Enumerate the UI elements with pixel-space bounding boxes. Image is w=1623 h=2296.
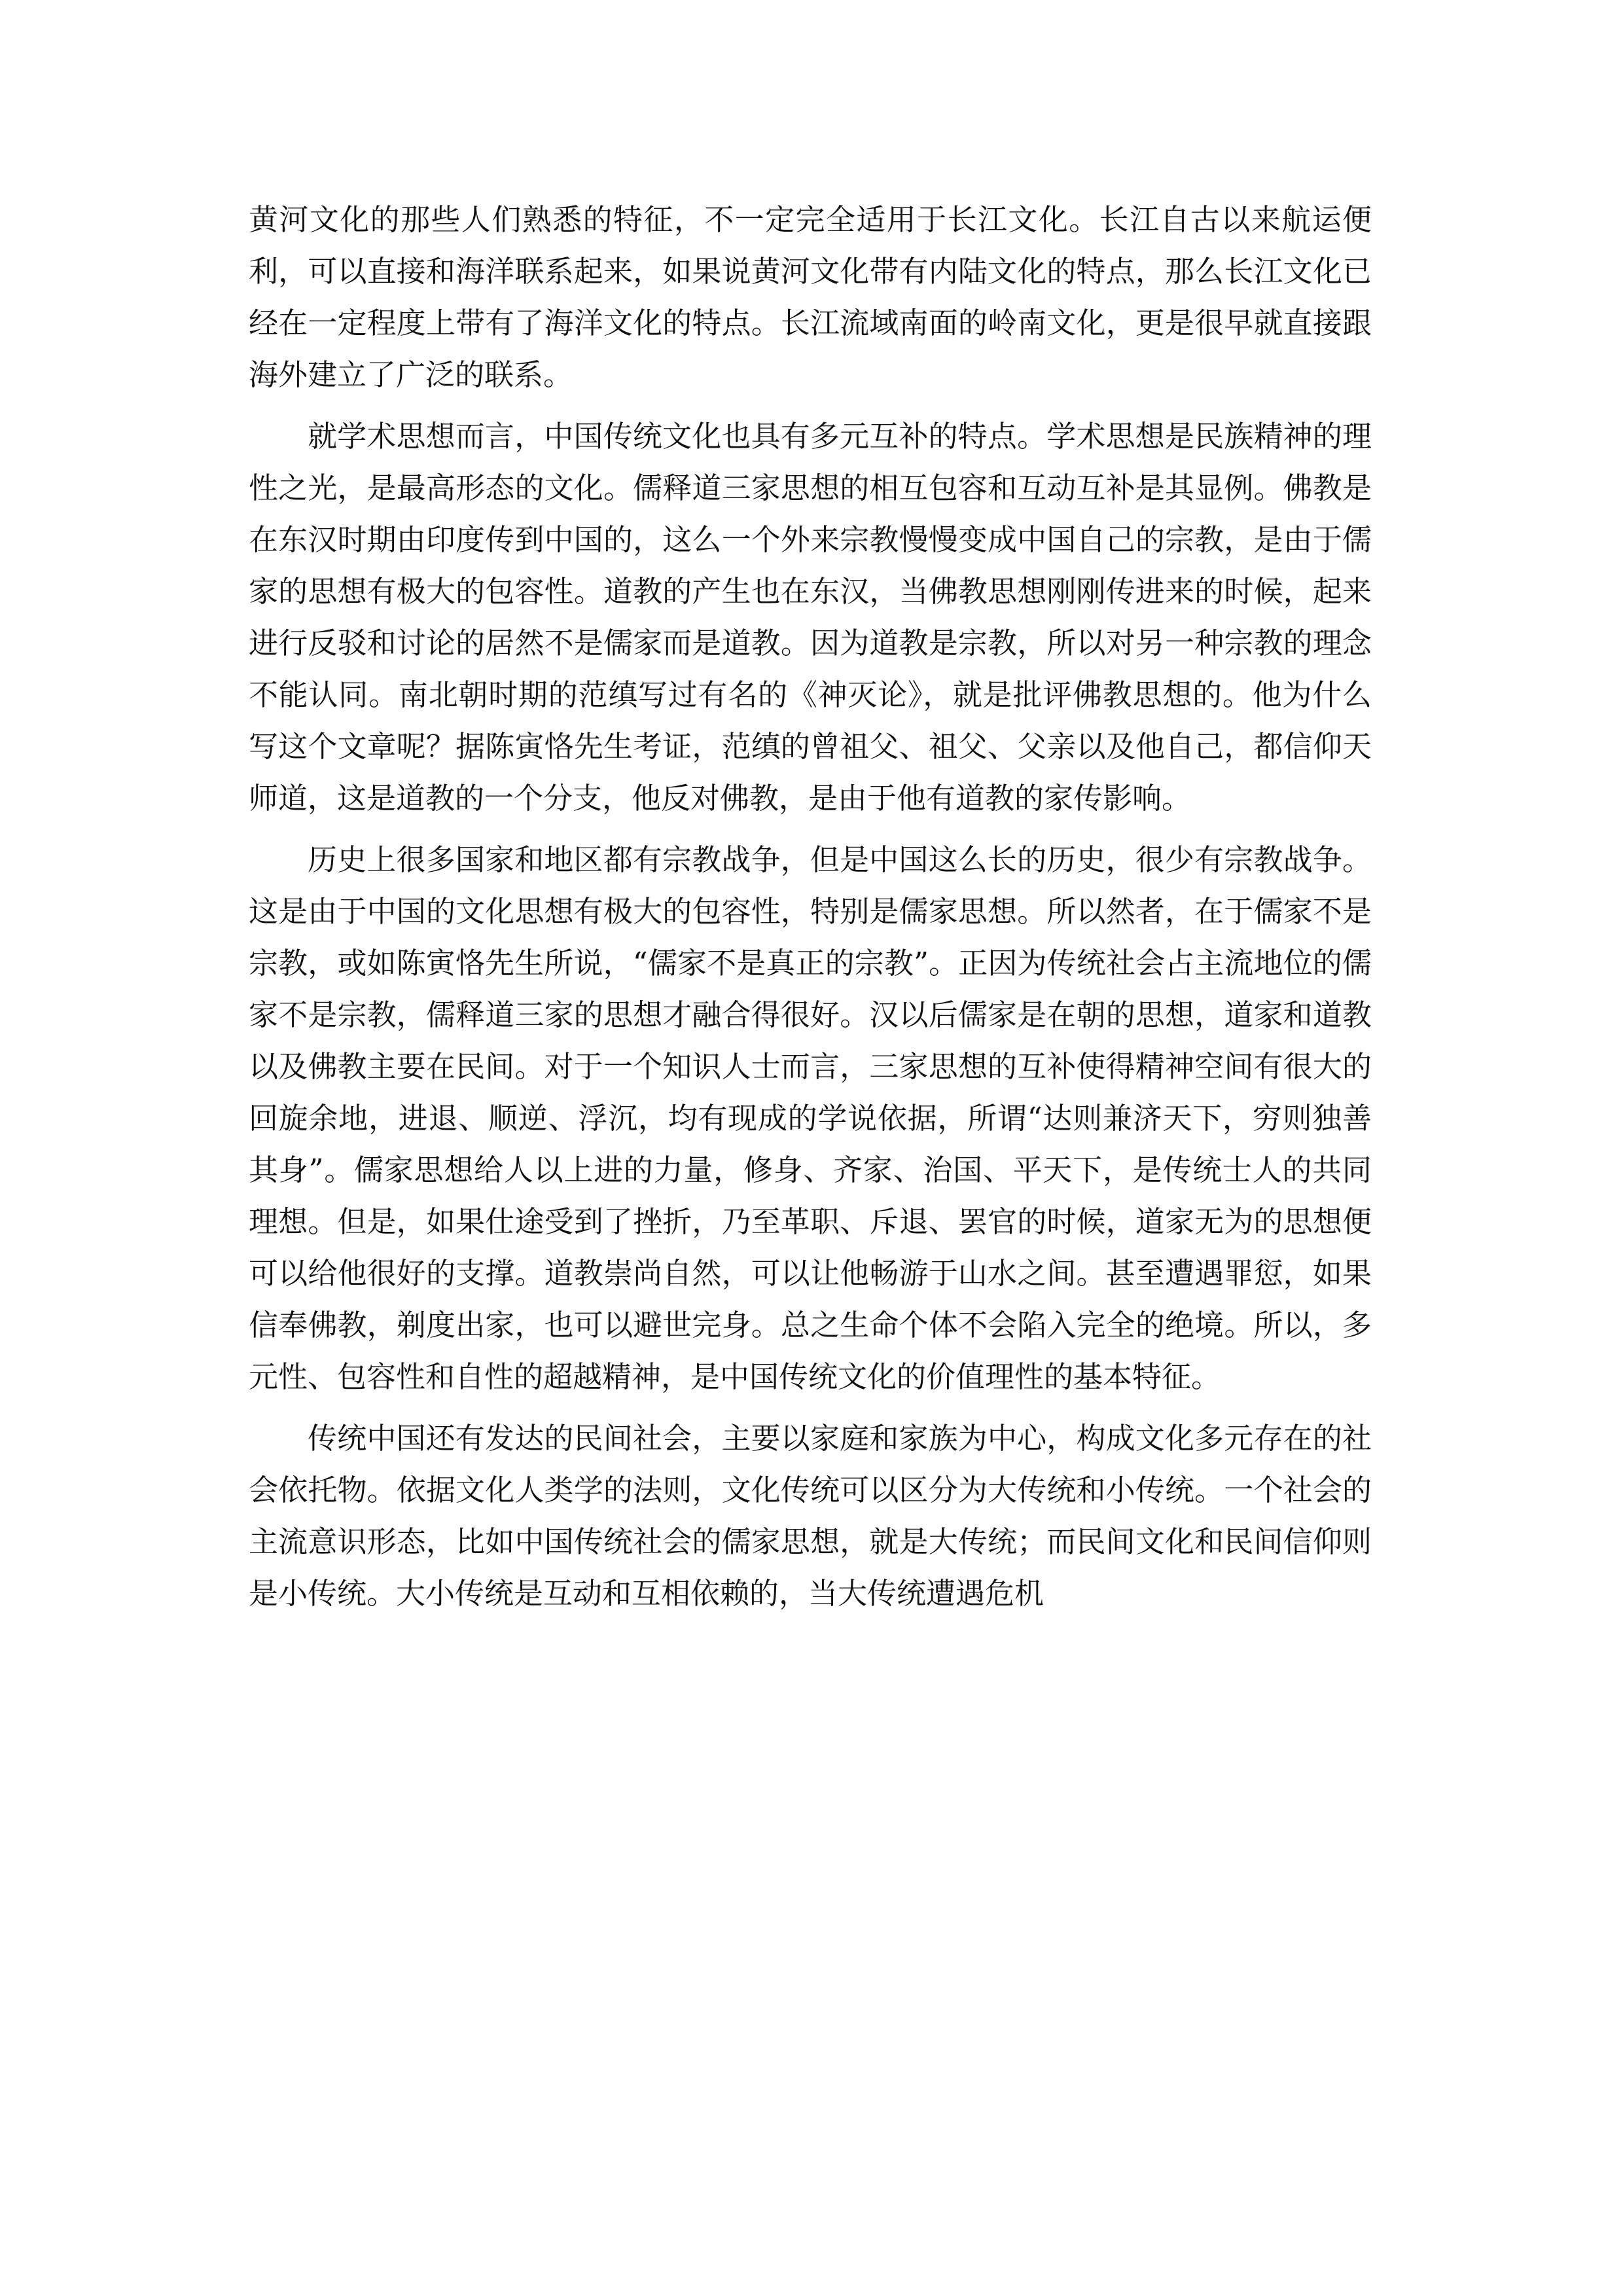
document-body xyxy=(249,194,1372,1629)
paragraph-4: 传统中国还有发达的民间社会，主要以家庭和家族为中心，构成文化多元存在的社会依托物。依据文化人类学的法则，文化传统可以区分为大传统和小传统。一个社会的主流意识形态，比如中国传统社会的儒家思想，就是大传统；而民间文化和民间信仰则是小传统。大小传统是互动和互相依赖的，当大传统遭遇危机 xyxy=(249,1421,1372,1611)
paragraph-1: 黄河文化的那些人们熟悉的特征，不一定完全适用于长江文化。长江自古以来航运便利，可以直接和海洋联系起来，如果说黄河文化带有内陆文化的特点，那么长江文化已经在一定程度上带有了海洋文化的特点。长江流域南面的岭南文化，更是很早就直接跟海外建立了广泛的联系。 xyxy=(249,202,1372,392)
paragraph-3: 历史上很多国家和地区都有宗教战争，但是中国这么长的历史，很少有宗教战争。这是由于中国的文化思想有极大的包容性，特别是儒家思想。所以然者，在于儒家不是宗教，或如陈寅恪先生所说，“儒家不是真正的宗教”。正因为传统社会占主流地位的儒家不是宗教，儒释道三家的思想才融合得很好。汉以后儒家是在朝的思想，道家和道教以及佛教主要在民间。对于一个知识人士而言，三家思想的互补使得精神空间有很大的回旋余地，进退、顺逆、浮沉，均有现成的学说依据，所谓“达则兼济天下，穷则独善其身”。儒家思想给人以上进的力量，修身、齐家、治国、平天下，是传统士人的共同理想。但是，如果仕途受到了挫折，乃至革职、斥退、罢官的时候，道家无为的思想便可以给他很好的支撑。道教崇尚自然，可以让他畅游于山水之间。甚至遭遇罪愆，如果信奉佛教，剃度出家，也可以避世完身。总之生命个体不会陷入完全的绝境。所以，多元性、包容性和自性的超越精神，是中国传统文化的价值理性的基本特征。 xyxy=(249,842,1372,1394)
paragraph-2: 就学术思想而言，中国传统文化也具有多元互补的特点。学术思想是民族精神的理性之光，是最高形态的文化。儒释道三家思想的相互包容和互动互补是其显例。佛教是在东汉时期由印度传到中国的，这么一个外来宗教慢慢变成中国自己的宗教，是由于儒家的思想有极大的包容性。道教的产生也在东汉，当佛教思想刚刚传进来的时候，起来进行反驳和讨论的居然不是儒家而是道教。因为道教是宗教，所以对另一种宗教的理念不能认同。南北朝时期的范缜写过有名的《神灭论》，就是批评佛教思想的。他为什么写这个文章呢？据陈寅恪先生考证，范缜的曾祖父、祖父、父亲以及他自己，都信仰天师道，这是道教的一个分支，他反对佛教，是由于他有道教的家传影响。 xyxy=(249,419,1372,816)
